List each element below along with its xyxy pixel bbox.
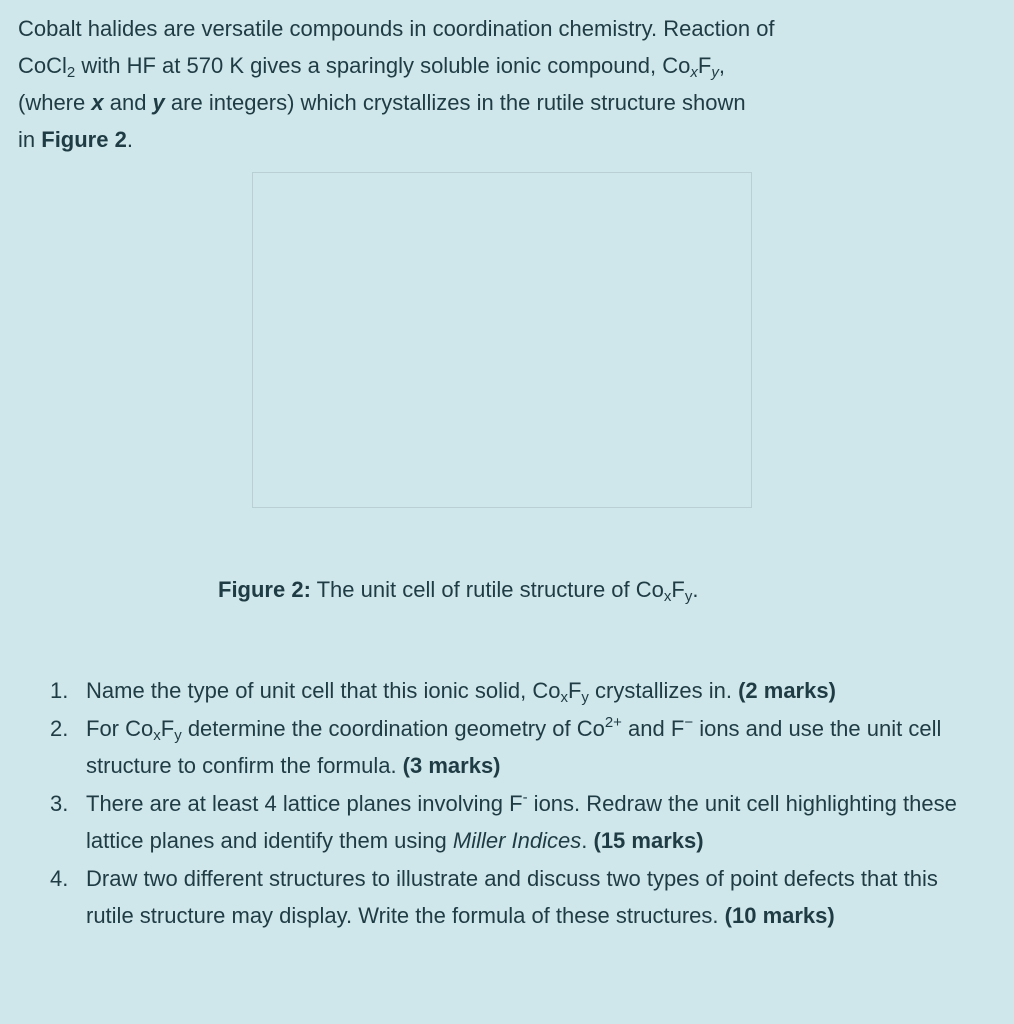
figure-label: Figure 2:	[218, 577, 311, 602]
question-text: For Co	[86, 715, 154, 741]
question-text: F	[567, 678, 582, 703]
question-marks: (15 marks)	[593, 828, 704, 853]
subscript-y: y	[174, 726, 182, 744]
question-item	[50, 860, 990, 935]
superscript-charge: 2+	[604, 713, 622, 731]
question-number: 2.	[50, 715, 69, 741]
question-text: ions. Redraw the unit cell highlighting these lattice planes and identify them using	[86, 790, 957, 853]
question-number: 3.	[50, 790, 69, 816]
question-list	[50, 672, 990, 935]
subscript-y: y	[711, 64, 719, 81]
intro-text: with HF at 570 K gives a sparingly soluble ionic compound, Co	[75, 53, 691, 78]
intro-text: are integers) which crystallizes in the rutile structure shown	[164, 90, 746, 115]
intro-text: ,	[718, 53, 725, 78]
superscript-charge: −	[684, 713, 694, 731]
subscript-x: x	[560, 689, 568, 706]
question-item	[50, 785, 990, 860]
question-number: 1.	[50, 678, 69, 703]
variable-x: x	[91, 90, 104, 115]
caption-text: The unit cell of rutile structure of Co	[310, 577, 664, 602]
intro-paragraph	[18, 10, 998, 158]
caption-text: F	[671, 577, 685, 602]
question-text: ions and use the unit cell structure to confirm the formula.	[86, 715, 942, 778]
cocl2-formula: CoCl	[18, 53, 67, 78]
question-text: .	[581, 828, 594, 853]
question-text: F	[160, 715, 175, 741]
subscript: 2	[66, 64, 76, 81]
caption-text: .	[692, 577, 699, 602]
question-marks: (2 marks)	[738, 678, 836, 703]
question-text: determine the coordination geometry of Co	[181, 715, 605, 741]
intro-text: F	[697, 53, 712, 78]
superscript-charge: -	[522, 788, 528, 806]
question-text: There are at least 4 lattice planes involving F	[86, 790, 523, 816]
figure-image-placeholder	[252, 172, 752, 508]
question-item	[50, 710, 990, 785]
question-text: crystallizes in.	[588, 678, 739, 703]
question-marks: (3 marks)	[402, 753, 501, 778]
subscript-x: x	[690, 64, 698, 81]
miller-indices-term: Miller Indices	[452, 828, 582, 853]
subscript-x: x	[663, 588, 672, 605]
figure-caption	[218, 574, 698, 606]
question-text: and F	[621, 715, 685, 741]
intro-text: .	[126, 127, 133, 152]
subscript-y: y	[581, 689, 589, 706]
question-text: Name the type of unit cell that this ionic solid, Co	[86, 678, 561, 703]
intro-text: Cobalt halides are versatile compounds in coordination chemistry. Reaction of	[18, 16, 775, 41]
question-text: Draw two different structures to illustrate and discuss two types of point defects that this rutile structure may display. Write the formula of these structures.	[86, 865, 938, 928]
variable-y: y	[152, 90, 165, 115]
subscript-y: y	[684, 588, 693, 605]
question-item	[50, 672, 990, 710]
subscript-x: x	[153, 726, 161, 744]
question-marks: (10 marks)	[724, 903, 835, 928]
intro-text: (where	[18, 90, 92, 115]
figure-reference: Figure 2	[41, 127, 127, 152]
question-number: 4.	[50, 865, 69, 891]
intro-text: in	[18, 127, 42, 152]
intro-text: and	[103, 90, 153, 115]
